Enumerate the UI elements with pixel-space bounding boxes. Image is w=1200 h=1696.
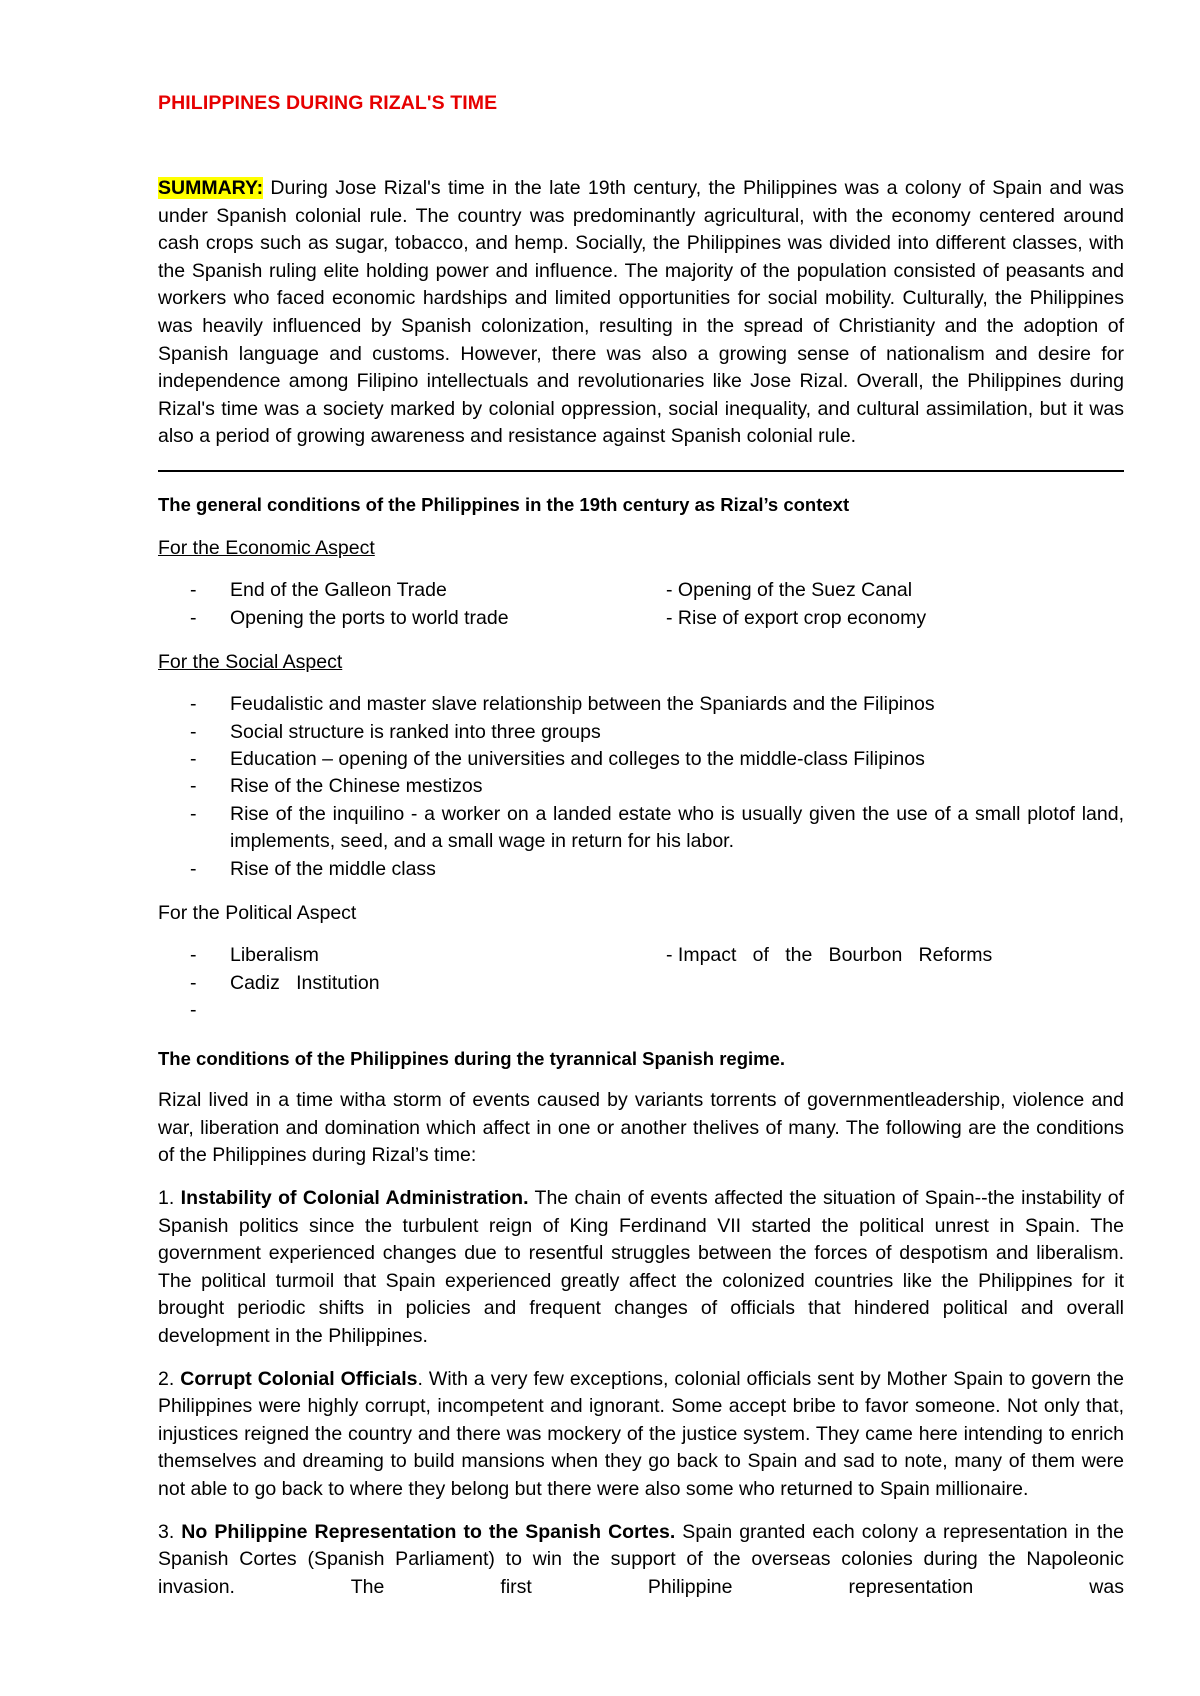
list-item: - Cadiz Institution xyxy=(158,970,666,997)
point-1 xyxy=(158,1185,1124,1351)
point-text: . With a very few exceptions, colonial officials sent by Mother Spain to govern the Philippines were highly corrupt, incompetent and ignorant. Some accept bribe to favor someone. Not only that, injustices reigned the country and there was mockery of the justice system. They came here intending to enrich themselves and dreaming to build mansions when they go back to Spain and sad to note, many of them were not able to go back to where they belong but there were also some who returned to Spain millionaire. xyxy=(158,1367,1124,1501)
economic-aspect-heading: For the Economic Aspect xyxy=(158,537,375,560)
point-3 xyxy=(158,1519,1124,1602)
section2-intro: Rizal lived in a time witha storm of events caused by variants torrents of governmentleadership, violence and war, liberation and domination which affect in one or another thelives of many. The following are the conditions of the Philippines during Rizal’s time: xyxy=(158,1089,1124,1167)
list-item: - Rise of export crop economy xyxy=(666,606,927,629)
summary-label: SUMMARY: xyxy=(158,177,264,199)
point-title: No Philippine Representation to the Spanish Cortes. xyxy=(181,1520,676,1543)
list-item: - Social structure is ranked into three groups xyxy=(158,719,1124,746)
list-item: - End of the Galleon Trade xyxy=(158,577,666,604)
list-item: - Education – opening of the universities and colleges to the middle-class Filipinos xyxy=(158,746,1124,773)
political-aspect-list xyxy=(158,942,1124,1024)
summary-text: During Jose Rizal's time in the late 19th century, the Philippines was a colony of Spain and was under Spanish colonial rule. The country was predominantly agricultural, with the economy centered around cash crops such as sugar, tobacco, and hemp. Socially, the Philippines was divided into different classes, with the Spanish ruling elite holding power and influence. The majority of the population consisted of peasants and workers who faced economic hardships and limited opportunities for social mobility. Culturally, the Philippines was heavily influenced by Spanish colonization, resulting in the spread of Christianity and the adoption of Spanish language and customs. However, there was also a growing sense of nationalism and desire for independence among Filipino intellectuals and revolutionaries like Jose Rizal. Overall, the Philippines during Rizal's time was a society marked by colonial oppression, social inequality, and cultural assimilation, but it was also a period of growing awareness and resistance against Spanish colonial rule. xyxy=(158,177,1124,448)
list-item: - Opening the ports to world trade xyxy=(158,605,666,632)
point-text: The chain of events affected the situation of Spain--the instability of Spanish politics since the turbulent reign of King Ferdinand VII started the political unrest in Spain. The government experienced changes due to resentful struggles between the forces of despotism and liberalism. The political turmoil that Spain experienced greatly affect the colonized countries like the Philippines for it brought periodic shifts in policies and frequent changes of officials that hindered political and overall development in the Philippines. xyxy=(158,1187,1124,1348)
section2-heading: The conditions of the Philippines during the tyrannical Spanish regime. xyxy=(158,1048,786,1070)
economic-aspect-list xyxy=(158,577,1124,632)
document-title: PHILIPPINES DURING RIZAL'S TIME xyxy=(158,92,498,114)
list-item xyxy=(158,997,666,1024)
point-title: Corrupt Colonial Officials xyxy=(180,1367,418,1390)
list-item: - Impact of the Bourbon Reforms xyxy=(666,944,993,967)
list-item: - Opening of the Suez Canal xyxy=(666,579,913,602)
list-item: - Liberalism xyxy=(158,942,666,969)
list-item: - Rise of the middle class xyxy=(158,856,1124,883)
point-text: Spain granted each colony a representation in the Spanish Cortes (Spanish Parliament) to win the support of the overseas colonies during the Napoleonic invasion. The first Philippine representation was xyxy=(158,1520,1124,1598)
point-number: 1. xyxy=(158,1187,181,1210)
point-number: 3. xyxy=(158,1520,182,1543)
section1-heading: The general conditions of the Philippines in the 19th century as Rizal’s context xyxy=(158,494,850,516)
summary-paragraph xyxy=(158,175,1124,451)
social-aspect-heading: For the Social Aspect xyxy=(158,651,343,674)
horizontal-rule xyxy=(158,470,1124,472)
point-2 xyxy=(158,1366,1124,1504)
list-item: - Rise of the Chinese mestizos xyxy=(158,773,1124,800)
document-page xyxy=(158,92,1124,1601)
social-aspect-list xyxy=(158,691,1124,883)
point-number: 2. xyxy=(158,1367,181,1390)
list-item: - Rise of the inquilino - a worker on a landed estate who is usually given the use of a small plotof land, implements, seed, and a small wage in return for his labor. xyxy=(158,801,1124,856)
point-title: Instability of Colonial Administration. xyxy=(180,1187,529,1210)
list-item: - Feudalistic and master slave relationship between the Spaniards and the Filipinos xyxy=(158,691,1124,718)
political-aspect-heading: For the Political Aspect xyxy=(158,902,357,925)
